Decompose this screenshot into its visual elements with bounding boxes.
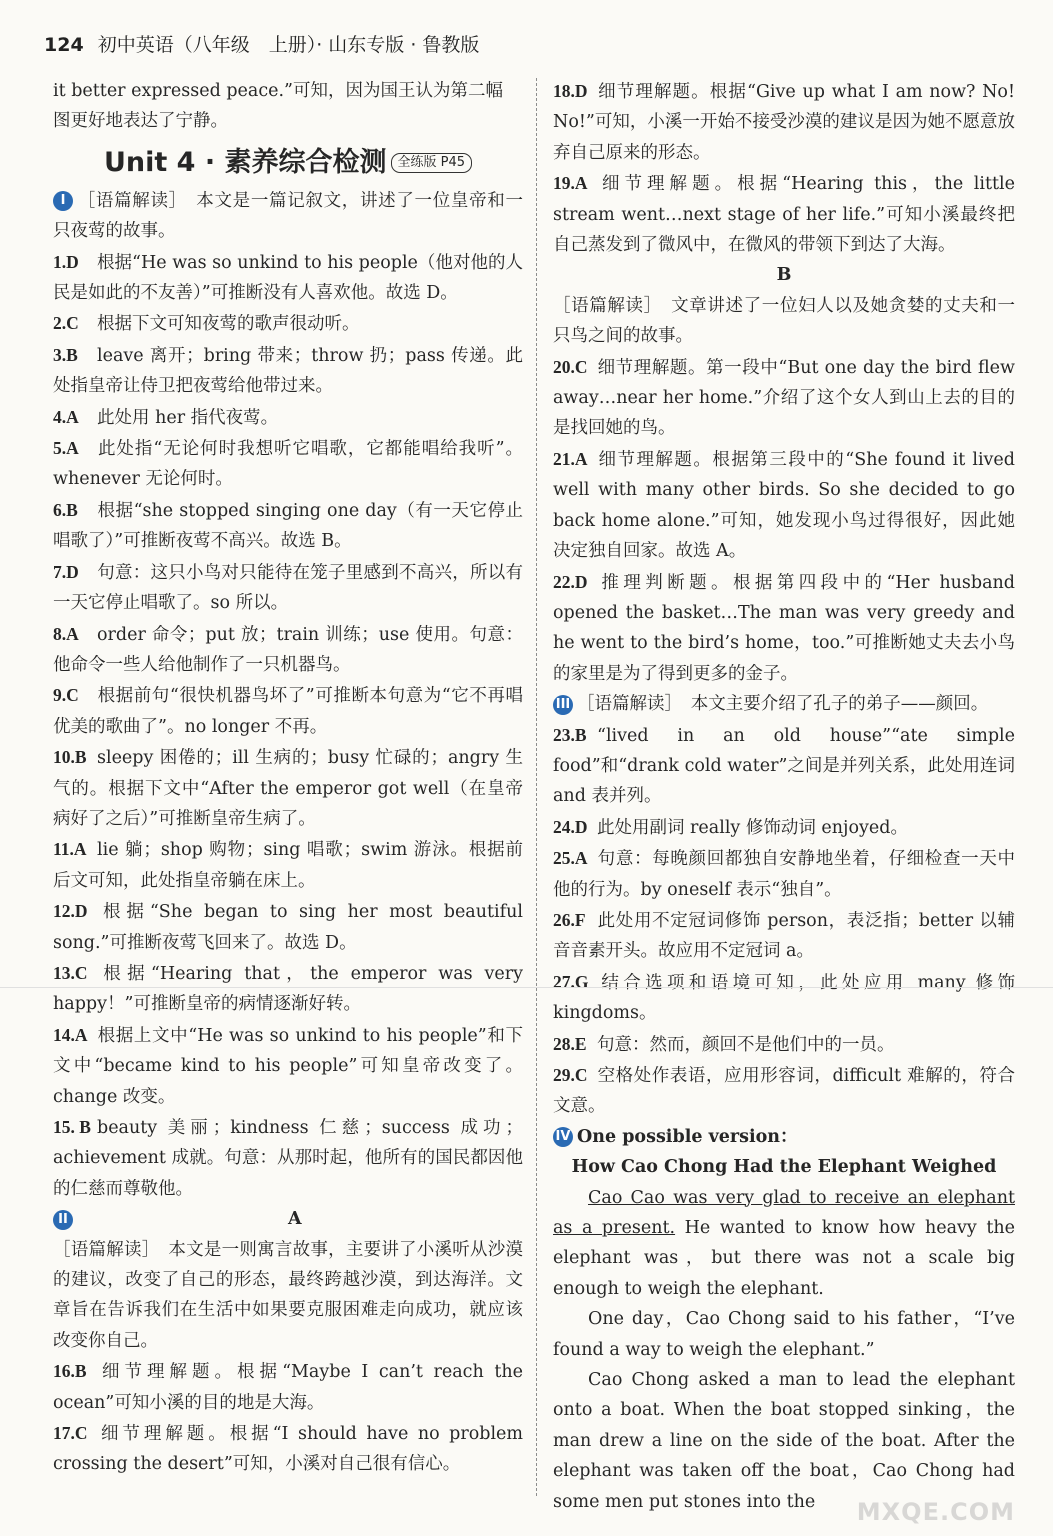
scan-line: [0, 987, 1053, 988]
answer-item: [553, 843, 1015, 905]
answer-number: 24.D: [553, 816, 588, 837]
essay-title: How Cao Chong Had the Elephant Weighed: [571, 1157, 997, 1178]
section-4-label: IV One possible version：: [553, 1122, 1015, 1152]
answer-number: 6.B: [53, 499, 78, 520]
section-4-mark: IV: [553, 1127, 573, 1147]
answer-item: [53, 340, 523, 402]
answer-number: 23.B: [553, 724, 587, 745]
answer-explanation: 根据上文中“He was so unkind to his people”和下文中“became kind to his people”可知皇帝改变了。change 改变。: [53, 1025, 523, 1107]
answer-explanation: 根据“she stopped singing one day（有一天它停止唱歌了）”可推断夜莺不高兴。故选 B。: [53, 500, 523, 552]
answer-number: 13.C: [53, 962, 88, 983]
answer-item: [53, 1418, 523, 1480]
answer-explanation: 此处用副词 really 修饰动词 enjoyed。: [597, 817, 908, 838]
answer-number: 26.F: [553, 909, 586, 930]
essay-paragraph-3: Cao Chong asked a man to lead the elephant onto a boat. When the boat stopped sinking，the man drew a line on the side of the boat. After the elephant was taken off the boat，Cao Chong had some men put stones into the: [553, 1370, 1015, 1512]
answer-list-3: [553, 76, 1015, 260]
answer-explanation: 此处指“无论何时我想听它唱歌，它都能唱给我听”。whenever 无论何时。: [53, 439, 523, 490]
unit-title: Unit 4 · 素养综合检测 全练版 P45: [53, 143, 523, 183]
answer-explanation: 空格处作表语，应用形容词，difficult 难解的，符合文意。: [553, 1066, 1015, 1117]
answer-item: [53, 1020, 523, 1112]
answer-number: 18.D: [553, 81, 588, 101]
answer-item: [553, 444, 1015, 567]
answer-item: [553, 967, 1015, 1029]
answer-list-1: [53, 247, 523, 1205]
answer-explanation: 此处用 her 指代夜莺。: [97, 407, 279, 428]
answer-item: [553, 812, 1015, 843]
answer-number: 20.C: [553, 356, 588, 377]
answer-explanation: 此处用不定冠词修饰 person，表泛指；better 以辅音音素开头。故应用不定冠词 a。: [553, 910, 1015, 962]
answer-number: 12.D: [53, 901, 88, 922]
answer-number: 16.B: [53, 1361, 87, 1382]
answer-item: [53, 557, 523, 619]
answer-explanation: order 命令；put 放；train 训练；use 使用。句意：他命令一些人给他制作了一只机器鸟。: [53, 624, 523, 675]
section-1-intro: I ［语篇解读］ 本文是一篇记叙文，讲述了一位皇帝和一只夜莺的故事。: [53, 190, 523, 242]
answer-item: [53, 680, 523, 742]
answer-item: [53, 402, 523, 433]
left-column: [53, 76, 523, 1480]
answer-explanation: 根据下文可知夜莺的歌声很动听。: [97, 314, 360, 335]
answer-explanation: lie 躺；shop 购物；sing 唱歌；swim 游泳。根据前后文可知，此处指皇帝躺在床上。: [53, 840, 523, 891]
answer-explanation: 句意：这只小鸟对只能待在笼子里感到不高兴，所以有一天它停止唱歌了。so 所以。: [53, 562, 523, 614]
answer-item: [53, 742, 523, 834]
answer-explanation: 细节理解题。根据“Hearing this，the little stream went…next stage of her life.”可知小溪最终把自己蒸发到了微风中，在微风的带领下到达了大海。: [553, 174, 1015, 256]
answer-number: 21.A: [553, 448, 588, 469]
watermark-logo: [856, 1446, 1015, 1526]
answer-item: [53, 958, 523, 1020]
answer-number: 1.D: [53, 251, 79, 272]
answer-item: [553, 76, 1015, 168]
page-header: [44, 30, 479, 57]
answer-item: [553, 168, 1015, 260]
section-2-heading: [53, 1204, 523, 1234]
answer-item: [553, 1060, 1015, 1122]
column-divider: [536, 78, 537, 1496]
answer-number: 5.A: [53, 438, 79, 459]
answer-number: 29.C: [553, 1065, 588, 1085]
answer-explanation: beauty 美丽；kindness 仁慈；success 成功；achievement 成就。句意：从那时起，他所有的国民都因他的仁慈而尊敬他。: [53, 1118, 523, 1199]
answer-item: [553, 567, 1015, 690]
answer-explanation: 细节理解题。根据“Give up what I am now? No! No!”可知，小溪一开始不接受沙漠的建议是因为她不愿意放弃自己原来的形态。: [553, 82, 1015, 163]
answer-number: 28.E: [553, 1033, 587, 1054]
answer-item: [53, 495, 523, 557]
answer-list-4: [553, 352, 1015, 689]
answer-explanation: leave 离开；bring 带来；throw 扔；pass 传递。此处指皇帝让侍卫把夜莺给他带过来。: [53, 345, 523, 397]
answer-number: 9.C: [53, 685, 79, 706]
answer-number: 10.B: [53, 747, 87, 768]
essay-paragraph-1: Cao Cao was very glad to receive an elephant as a present. He wanted to know how heavy the elephant was，but there was not a scale big enough to weigh the elephant.: [553, 1187, 1015, 1299]
answer-explanation: 细节理解题。根据“Maybe I can’t reach the ocean”可知小溪的目的地是大海。: [53, 1362, 523, 1413]
answer-explanation: 句意：每晚颜回都独自安静地坐着，仔细检查一天中他的行为。by oneself 表示“独自”。: [553, 849, 1015, 900]
answer-number: 14.A: [53, 1024, 88, 1045]
answer-explanation: sleepy 困倦的；ill 生病的；busy 忙碌的；angry 生气的。根据下文中“After the emperor got well（在皇帝病好了之后）”可推断皇帝生病了。: [53, 748, 523, 829]
essay-paragraph-2: One day，Cao Chong said to his father，“I’ve found a way to weigh the elephant.”: [553, 1309, 1015, 1360]
answer-list-5: [553, 720, 1015, 1122]
answer-explanation: 根据“She began to sing her most beautiful song.”可推断夜莺飞回来了。故选 D。: [53, 902, 523, 953]
book-title: 初中英语（八年级 上册）· 山东专版 · 鲁教版: [97, 34, 480, 56]
answer-explanation: 根据“Hearing that，the emperor was very happy！”可推断皇帝的病情逐渐好转。: [53, 963, 523, 1015]
answer-explanation: 细节理解题。根据“I should have no problem crossing the desert”可知，小溪对自己很有信心。: [53, 1424, 523, 1475]
answer-explanation: 根据“He was so unkind to his people（他对他的人民是如此的不友善）”可推断没有人喜欢他。故选 D。: [53, 252, 523, 304]
watermark-text: MXQE.COM: [856, 1498, 1015, 1526]
answer-number: 4.A: [53, 406, 79, 427]
answer-explanation: 细节理解题。第一段中“But one day the bird flew away…near her home.”介绍了这个女人到山上去的目的是找回她的鸟。: [553, 357, 1015, 439]
page-number: 124: [44, 34, 84, 56]
practice-tag: 全练版 P45: [391, 153, 473, 173]
section-b-letter: B: [776, 265, 792, 286]
answer-item: [53, 896, 523, 958]
answer-explanation: 句意：然而，颜回不是他们中的一员。: [597, 1034, 895, 1055]
answer-number: 25.A: [553, 848, 588, 869]
section-2-intro: ［语篇解读］ 本文是一则寓言故事，主要讲了小溪听从沙漠的建议，改变了自己的形态，最终跨越沙漠，到达海洋。文章旨在告诉我们在生活中如果要克服困难走向成功，就应该改变你自己。: [53, 1239, 523, 1351]
answer-item: [53, 1356, 523, 1418]
answer-number: 8.A: [53, 623, 79, 644]
section-2-letter: A: [288, 1209, 302, 1230]
section-1-mark: I: [53, 191, 73, 211]
answer-item: [53, 619, 523, 681]
answer-item: [553, 720, 1015, 812]
answer-explanation: 细节理解题。根据第三段中的“She found it lived well with many other birds. So she decided to go back home alone.”可知，她发现小鸟过得很好，因此她决定独自回家。故选 A。: [553, 449, 1015, 562]
answer-item: [53, 247, 523, 309]
answer-number: 19.A: [553, 173, 588, 194]
answer-number: 2.C: [53, 313, 79, 334]
answer-number: 15. B: [53, 1117, 91, 1137]
answer-number: 11.A: [53, 839, 87, 860]
intro-line: it better expressed peace.”可知，因为国王认为第二幅 图更好地表达了宁静。: [53, 81, 503, 132]
answer-number: 22.D: [553, 571, 588, 592]
answer-explanation: 推理判断题。根据第四段中的“Her husband opened the basket…The man was very greedy and he went to the bird’s home，too.”可推断她丈夫去小鸟的家里是为了得到更多的金子。: [553, 572, 1015, 684]
answer-explanation: 结合选项和语境可知，此处应用 many 修饰 kingdoms。: [553, 972, 1015, 1024]
answer-item: [553, 352, 1015, 444]
answer-item: [53, 433, 523, 495]
answer-item: [53, 834, 523, 896]
section-3-mark: III: [553, 695, 573, 715]
answer-item: [553, 905, 1015, 967]
answer-number: 3.B: [53, 344, 78, 365]
right-column: [553, 76, 1015, 1517]
answer-item: [53, 308, 523, 339]
section-b-intro: ［语篇解读］ 文章讲述了一位妇人以及她贪婪的丈夫和一只鸟之间的故事。: [553, 295, 1015, 347]
section-3-intro: III ［语篇解读］ 本文主要介绍了孔子的弟子——颜回。: [553, 689, 1015, 719]
answer-item: [553, 1029, 1015, 1060]
answer-number: 17.C: [53, 1423, 88, 1444]
answer-list-2: [53, 1356, 523, 1480]
answer-explanation: 根据前句“很快机器鸟坏了”可推断本句意为“它不再唱优美的歌曲了”。no longer 不再。: [53, 686, 523, 737]
answer-explanation: “lived in an old house”“ate simple food”和“drank cold water”之间是并列关系，此处用连词 and 表并列。: [553, 725, 1015, 807]
answer-number: 7.D: [53, 561, 79, 582]
answer-item: [53, 1112, 523, 1204]
section-2-mark: II: [53, 1210, 73, 1230]
answer-number: 27.G: [553, 971, 589, 992]
